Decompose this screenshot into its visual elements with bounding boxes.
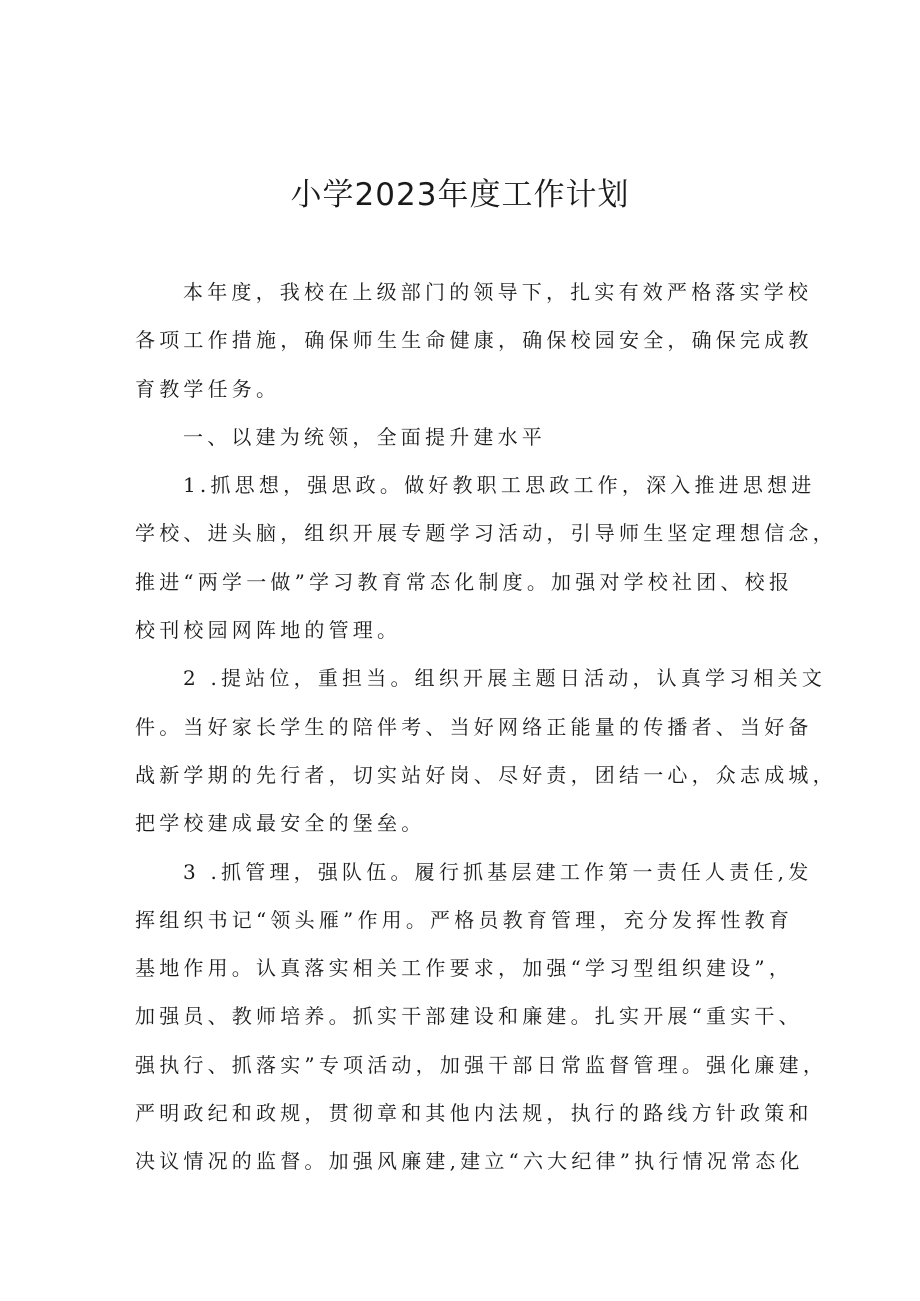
text-line: 决议情况的监督。加强风廉建,建立“六大纪律”执行情况常态化 [135,1149,804,1174]
text-line: 学校、进头脑，组织开展专题学习活动，引导师生坚定理想信念， [135,521,837,546]
paragraph-item-3 [135,848,828,1186]
text-line: 件。当好家长学生的陪伴考、当好网络正能量的传播者、当好备 [135,714,813,739]
text-line: 推进“两学一做”学习教育常态化制度。加强对学校社团、校报 [135,569,794,594]
text-line: 挥组织书记“领头雁”作用。严格员教育管理，充分发挥性教育 [135,907,794,932]
paragraph-intro [135,268,813,413]
paragraph-item-2 [135,654,837,847]
text-line: 一、以建为统领，全面提升建水平 [183,424,546,449]
text-line: 校刊校园网阵地的管理。 [135,618,402,643]
text-line: 加强员、教师培养。抓实干部建设和廉建。扎实开展“重实干、 [135,1004,803,1029]
text-line: 1.抓思想，强思政。做好教职工思政工作，深入推进思想进 [183,473,816,498]
text-line: 本年度，我校在上级部门的领导下，扎实有效严格落实学校 [183,280,813,304]
document-title: 小学2023年度工作计划 [290,177,630,213]
text-line: 3 .抓管理，强队伍。履行抓基层建工作第一责任人责任,发 [183,859,813,884]
section-heading-1 [135,413,807,461]
text-line: 基地作用。认真落实相关工作要求，加强“学习型组织建设”， [135,956,794,981]
text-line: 战新学期的先行者，切实站好岗、尽好责，团结一心，众志成城， [135,762,837,787]
text-line: 严明政纪和政规，贯彻章和其他内法规，执行的路线方针政策和 [135,1101,813,1126]
text-line: 强执行、抓落实”专项活动，加强干部日常监督管理。强化廉建， [135,1052,828,1077]
document-body [135,268,837,1186]
text-line: 育教学任务。 [135,376,281,401]
paragraph-item-1 [135,461,837,654]
text-line: 各项工作措施，确保师生生命健康，确保校园安全，确保完成教 [135,328,813,353]
text-line: 2 .提站位，重担当。组织开展主题日活动，认真学习相关文 [183,666,827,691]
text-line: 把学校建成最安全的堡垒。 [135,811,426,836]
